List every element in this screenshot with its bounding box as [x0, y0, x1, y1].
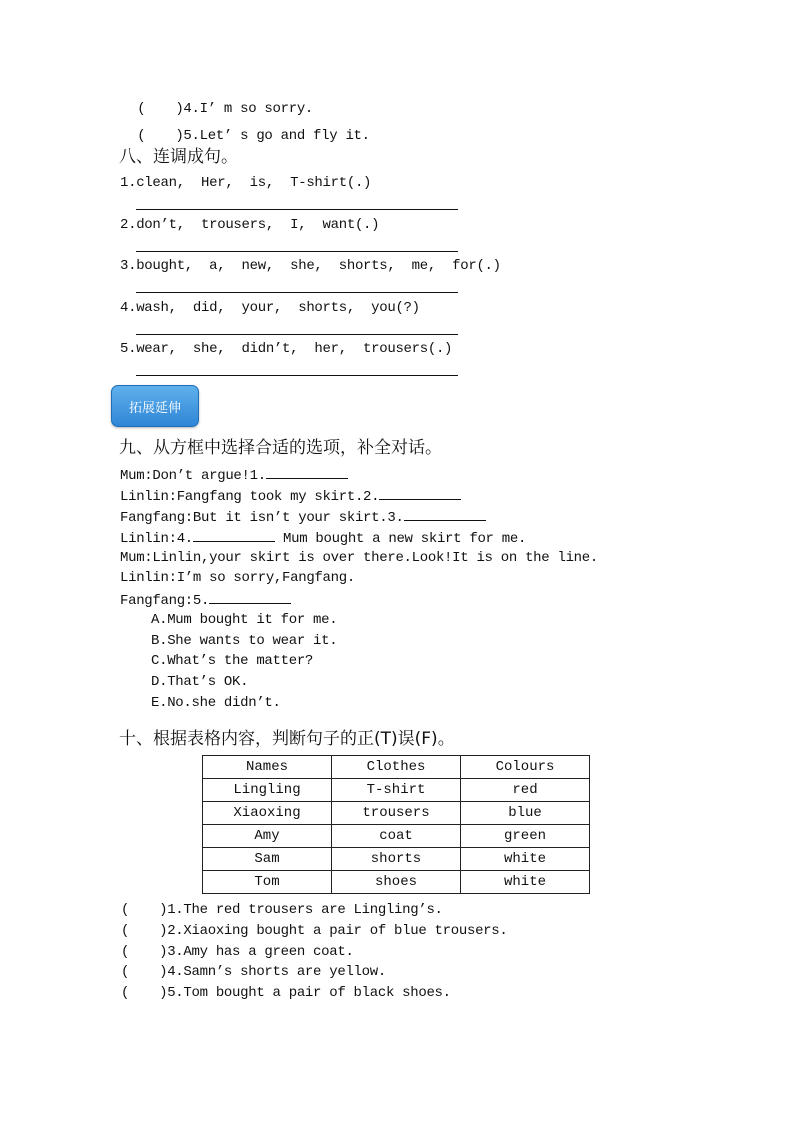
statement-text: )2.Xiaoxing bought a pair of blue trousers. — [159, 923, 508, 939]
statement-item — [121, 923, 507, 939]
table-cell: Sam — [203, 848, 332, 871]
dialogue-text: Fangfang:5. — [120, 593, 210, 609]
table-row — [203, 871, 590, 894]
answer-blank[interactable] — [266, 466, 348, 479]
question-text: )5.Let’ s go and fly it. — [175, 128, 370, 144]
extension-badge — [111, 385, 199, 427]
table-cell: shoes — [332, 871, 461, 894]
answer-line[interactable] — [136, 375, 458, 376]
table-cell: red — [461, 779, 590, 802]
option-item: C.What’s the matter? — [151, 653, 314, 669]
option-item: B.She wants to wear it. — [151, 633, 338, 649]
statement-text: )3.Amy has a green coat. — [159, 944, 354, 960]
table-cell: white — [461, 848, 590, 871]
dialogue-line: Linlin:I’m so sorry,Fangfang. — [120, 570, 355, 586]
table-header-cell: Clothes — [332, 756, 461, 779]
answer-blank[interactable] — [209, 591, 291, 604]
word-order-item: 5.wear, she, didn’t, her, trousers(.) — [120, 341, 453, 357]
table-header-cell: Colours — [461, 756, 590, 779]
table-cell: coat — [332, 825, 461, 848]
word-order-item: 3.bought, a, new, she, shorts, me, for(.) — [120, 258, 501, 274]
section-heading: 八、连调成句。 — [119, 147, 238, 167]
dialogue-line: Mum:Linlin,your skirt is over there.Look!It is on the line. — [120, 550, 598, 566]
badge-label: 拓展延伸 — [128, 400, 181, 416]
answer-paren[interactable]: ( — [137, 101, 146, 117]
statement-item — [121, 964, 386, 980]
dialogue-text: Linlin:4. — [120, 531, 193, 547]
dialogue-line — [120, 487, 461, 505]
answer-line[interactable] — [136, 251, 458, 252]
dialogue-text: Mum:Don’t argue!1. — [120, 468, 266, 484]
statement-text: )5.Tom bought a pair of black shoes. — [159, 985, 451, 1001]
question-text: )4.I’ m so sorry. — [175, 101, 314, 117]
table-cell: Amy — [203, 825, 332, 848]
option-item: D.That’s OK. — [151, 674, 249, 690]
table-cell: Tom — [203, 871, 332, 894]
statement-text: )4.Samn’s shorts are yellow. — [159, 964, 386, 980]
table-cell: T-shirt — [332, 779, 461, 802]
table-cell: Xiaoxing — [203, 802, 332, 825]
word-order-item: 2.don’t, trousers, I, want(.) — [120, 217, 380, 233]
answer-paren[interactable]: ( — [121, 902, 130, 918]
option-item: E.No.she didn’t. — [151, 695, 281, 711]
table-cell: Lingling — [203, 779, 332, 802]
dialogue-line — [120, 466, 348, 484]
answer-paren[interactable]: ( — [121, 985, 130, 1001]
table-cell: shorts — [332, 848, 461, 871]
table-header-row — [203, 756, 590, 779]
word-order-item: 1.clean, Her, is, T-shirt(.) — [120, 175, 372, 191]
answer-blank[interactable] — [193, 529, 275, 542]
answer-blank[interactable] — [379, 487, 461, 500]
table-row — [203, 779, 590, 802]
table-cell: white — [461, 871, 590, 894]
dialogue-line — [120, 591, 291, 609]
table-header-cell: Names — [203, 756, 332, 779]
table-cell: green — [461, 825, 590, 848]
statement-text: )1.The red trousers are Lingling’s. — [159, 902, 443, 918]
dialogue-text: Fangfang:But it isn’t your skirt.3. — [120, 510, 404, 526]
answer-paren[interactable]: ( — [121, 923, 130, 939]
statement-item — [121, 944, 354, 960]
word-order-item: 4.wash, did, your, shorts, you(?) — [120, 300, 420, 316]
clothes-table — [202, 755, 590, 894]
section-heading: 十、根据表格内容，判断句子的正(T)误(F)。 — [119, 729, 455, 749]
table-row — [203, 802, 590, 825]
answer-paren[interactable]: ( — [121, 964, 130, 980]
statement-item — [121, 902, 443, 918]
statement-item — [121, 985, 451, 1001]
answer-blank[interactable] — [404, 508, 486, 521]
dialogue-line — [120, 508, 486, 526]
answer-line[interactable] — [136, 209, 458, 210]
answer-paren[interactable]: ( — [121, 944, 130, 960]
table-cell: trousers — [332, 802, 461, 825]
answer-paren[interactable]: ( — [137, 128, 146, 144]
dialogue-text: Linlin:Fangfang took my skirt.2. — [120, 489, 380, 505]
dialogue-text: Mum bought a new skirt for me. — [274, 531, 527, 547]
answer-line[interactable] — [136, 334, 458, 335]
option-item: A.Mum bought it for me. — [151, 612, 338, 628]
table-row — [203, 848, 590, 871]
table-row — [203, 825, 590, 848]
section-heading: 九、从方框中选择合适的选项，补全对话。 — [119, 438, 442, 458]
question-item — [121, 112, 370, 144]
table-cell: blue — [461, 802, 590, 825]
answer-line[interactable] — [136, 292, 458, 293]
dialogue-line — [120, 529, 526, 547]
